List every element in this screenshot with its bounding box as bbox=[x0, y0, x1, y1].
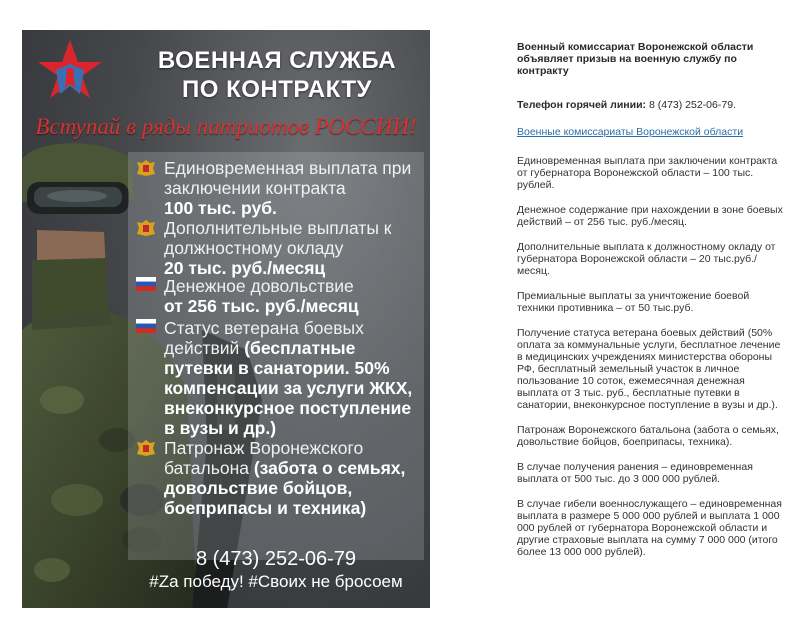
benefit-line: действий (бесплатные bbox=[164, 338, 356, 358]
benefit-line: Патронаж Воронежского bbox=[164, 438, 364, 458]
hotline-line bbox=[517, 99, 787, 111]
hotline-number: 8 (473) 252-06-79. bbox=[646, 99, 736, 111]
article-paragraphs bbox=[517, 155, 787, 558]
commissariats-link[interactable]: Военные комиссариаты Воронежской области bbox=[517, 126, 744, 138]
benefit-line: Статус ветерана боевых bbox=[164, 318, 364, 338]
benefit-line: Единовременная выплата при bbox=[164, 158, 412, 178]
benefit-line: от 256 тыс. руб./месяц bbox=[164, 296, 359, 316]
benefit-line: должностному окладу bbox=[164, 238, 344, 258]
article-paragraph: Патронаж Воронежского батальона (забота о семьях, довольствие бойцов, боеприпасы, техника). bbox=[517, 424, 779, 448]
benefit-line: Денежное довольствие bbox=[164, 276, 354, 296]
russian-flag-icon bbox=[136, 319, 156, 335]
poster-hashtags: #Za победу! #Своих не бросоем bbox=[149, 572, 403, 591]
poster-title-line2: ПО КОНТРАКТУ bbox=[182, 76, 372, 103]
article-paragraph: Дополнительные выплата к должностному окладу от губернатора Воронежской области – 20 тыс.руб./месяц. bbox=[517, 241, 776, 277]
benefit-line: компенсации за услуги ЖКХ, bbox=[164, 378, 413, 398]
benefit-line: путевки в санатории. 50% bbox=[164, 358, 390, 378]
benefit-line: заключении контракта bbox=[164, 178, 346, 198]
article-paragraph: Премиальные выплаты за уничтожение боевой техники противника – от 50 тыс.руб. bbox=[517, 290, 750, 314]
poster-slogan: Вступай в ряды патриотов РОССИИ! bbox=[35, 114, 417, 139]
army-star-emblem bbox=[36, 38, 104, 100]
article-paragraph: Получение статуса ветерана боевых действий (50% оплата за коммунальные услуги, бесплатное лечение в медицинских учреждениях министерства обороны РФ, бесплатный земельный участок в личное пользование 10 соток, ежемесячная денежная выплата от 3 тыс. руб., бесплатные путевки в санатории, внеконкурсное поступление в вузы и др.). bbox=[517, 327, 781, 411]
article-paragraph: Единовременная выплата при заключении контракта от губернатора Воронежской области – 100 тыс. рублей. bbox=[517, 155, 778, 191]
benefit-line: боеприпасы и техника) bbox=[164, 498, 367, 518]
benefits-panel bbox=[128, 152, 424, 560]
benefit-line: батальона (забота о семьях, bbox=[164, 458, 406, 478]
benefit-line: в вузы и др.) bbox=[164, 418, 277, 438]
benefit-line: Дополнительные выплаты к bbox=[164, 218, 392, 238]
benefit-line: довольствие бойцов, bbox=[164, 478, 353, 498]
benefit-line: внеконкурсное поступление bbox=[164, 398, 412, 418]
benefit-line: 100 тыс. руб. bbox=[164, 198, 277, 218]
poster-phone: 8 (473) 252-06-79 bbox=[195, 548, 357, 570]
russian-flag-icon bbox=[136, 277, 156, 293]
article-paragraph: Денежное содержание при нахождении в зоне боевых действий – от 256 тыс. руб./месяц. bbox=[517, 204, 783, 228]
article-column bbox=[517, 41, 787, 571]
benefit-line: 20 тыс. руб./месяц bbox=[164, 258, 326, 278]
hotline-label: Телефон горячей линии: bbox=[517, 99, 647, 111]
article-paragraph: В случае гибели военнослужащего – единовременная выплата в размере 5 000 000 рублей и выплата 1 000 000 рублей от губернатора Воронежской области и другие страховые выплата на сумму 7 000 000 (итого более 13 000 000 рублей). bbox=[517, 498, 782, 558]
recruitment-poster bbox=[22, 30, 430, 608]
coat-of-arms-icon bbox=[136, 159, 156, 175]
poster-title-line1: ВОЕННАЯ СЛУЖБА bbox=[157, 47, 397, 74]
article-paragraph: В случае получения ранения – единовременная выплата от 500 тыс. до 3 000 000 рублей. bbox=[517, 461, 753, 485]
article-headline: Военный комиссариат Воронежской области объявляет призыв на военную службу по контракту bbox=[517, 41, 754, 77]
coat-of-arms-icon bbox=[136, 439, 156, 455]
coat-of-arms-icon bbox=[136, 219, 156, 235]
